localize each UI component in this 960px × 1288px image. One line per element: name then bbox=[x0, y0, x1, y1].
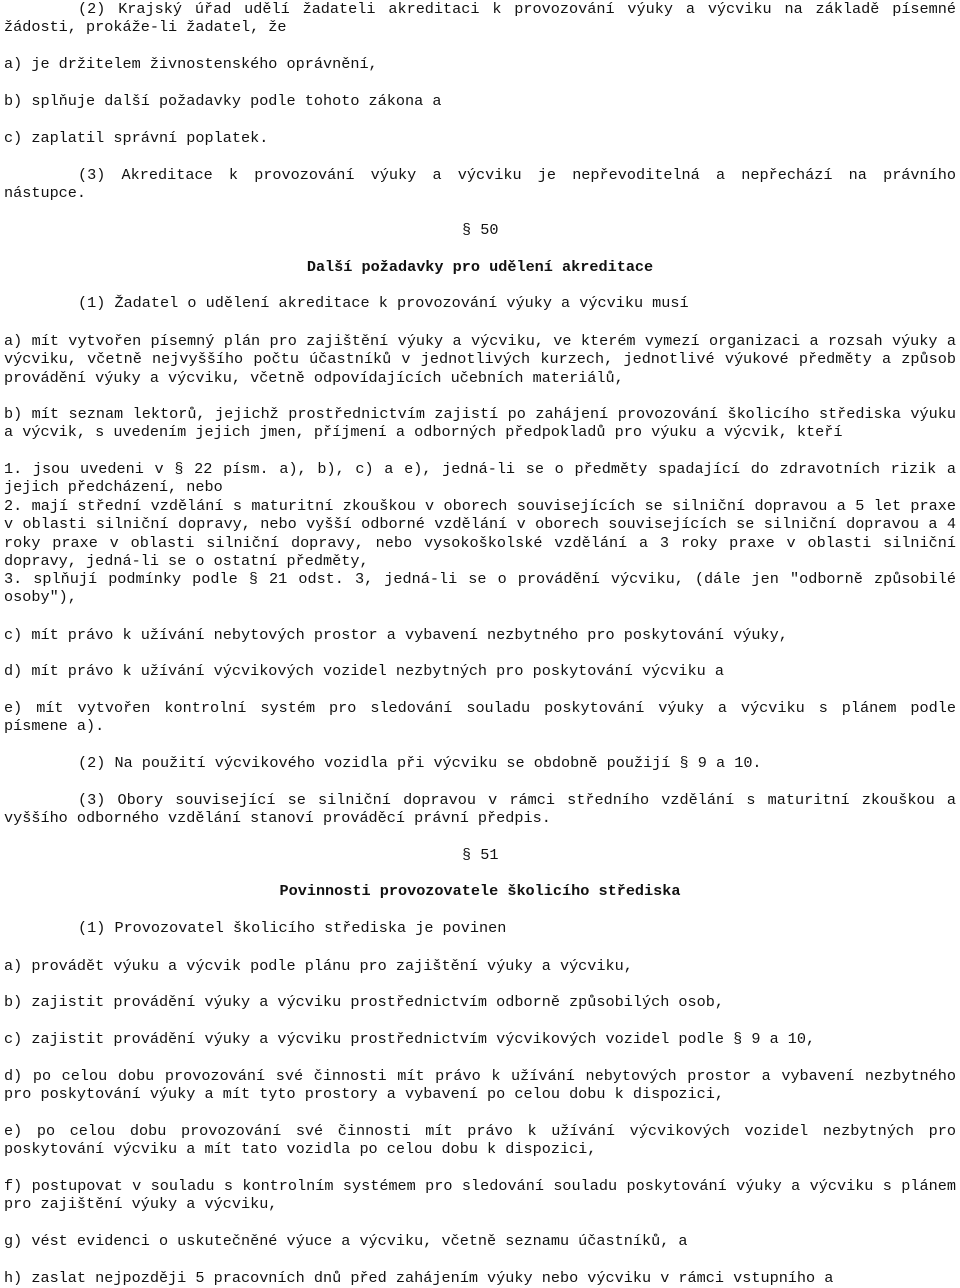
paragraph-51-1: (1) Provozovatel školicího střediska je povinen bbox=[78, 919, 507, 937]
section-heading-51: Povinnosti provozovatele školicího střediska bbox=[279, 882, 681, 900]
list-item-f: f) postupovat v souladu s kontrolním systémem pro sledování souladu poskytování výuky a výcviku s plánem pro zajištění výuky a výcviku, bbox=[4, 1177, 956, 1214]
paragraph-50-2: (2) Na použití výcvikového vozidla při výcviku se obdobně použijí § 9 a 10. bbox=[78, 754, 762, 772]
list-item-d: d) mít právo k užívání výcvikových vozidel nezbytných pro poskytování výcviku a bbox=[4, 662, 725, 680]
list-item-e: e) mít vytvořen kontrolní systém pro sledování souladu poskytování výuky a výcviku s plánem podle písmene a). bbox=[4, 699, 956, 736]
list-item-b: b) zajistit provádění výuky a výcviku prostřednictvím odborně způsobilých osob, bbox=[4, 993, 725, 1011]
list-item-b: b) mít seznam lektorů, jejichž prostřednictvím zajistí po zahájení provozování školicího střediska výuku a výcvik, s uvedením jejich jmen, příjmení a odborných předpokladů pro výuku a výcvik, kteří bbox=[4, 405, 956, 442]
section-heading-50: Další požadavky pro udělení akreditace bbox=[306, 258, 654, 276]
section-number-50: § 50 bbox=[462, 221, 499, 239]
paragraph-49-2: (2) Krajský úřad udělí žadateli akreditaci k provozování výuky a výcviku na základě písemné žádosti, prokáže-li žadatel, že bbox=[4, 0, 956, 37]
list-item-d: d) po celou dobu provozování své činnosti mít právo k užívání nebytových prostor a vybavení nezbytného pro poskytování výuky a mít tyto prostory a vybavení po celou dobu k dispozici, bbox=[4, 1067, 956, 1104]
list-item-a: a) mít vytvořen písemný plán pro zajištění výuky a výcviku, ve kterém vymezí organizaci a rozsah výuky a výcviku, včetně nejvyššího počtu účastníků v jednotlivých kurzech, jednotlivé výukové předměty a způsob provádění výuky a výcviku, včetně odpovídajících učebních materiálů, bbox=[4, 332, 956, 387]
sub-item-2: 2. mají střední vzdělání s maturitní zkouškou v oborech souvisejících se silniční dopravou a 5 let praxe v oblasti silniční dopravy, nebo vyšší odborné vzdělání v oborech souvisejících se silniční dopravou a 4 roky praxe v oblasti silniční dopravy, nebo vysokoškolské vzdělání a 3 roky praxe v oblasti silniční dopravy, jedná-li se o ostatní předměty, bbox=[4, 497, 956, 571]
list-item-e: e) po celou dobu provozování své činnosti mít právo k užívání výcvikových vozidel nezbytných pro poskytování výcviku a mít tato vozidla po celou dobu k dispozici, bbox=[4, 1122, 956, 1159]
list-item-c: c) mít právo k užívání nebytových prostor a vybavení nezbytného pro poskytování výuky, bbox=[4, 626, 788, 644]
list-item-b: b) splňuje další požadavky podle tohoto zákona a bbox=[4, 92, 442, 110]
list-item-a: a) je držitelem živnostenského oprávnění, bbox=[4, 55, 378, 73]
list-item-c: c) zaplatil správní poplatek. bbox=[4, 129, 269, 147]
paragraph-50-3: (3) Obory související se silniční dopravou v rámci středního vzdělání s maturitní zkouškou a vyššího odborného vzdělání stanoví prováděcí právní předpis. bbox=[4, 791, 956, 828]
paragraph-50-1: (1) Žadatel o udělení akreditace k provozování výuky a výcviku musí bbox=[78, 294, 689, 312]
sub-item-3: 3. splňují podmínky podle § 21 odst. 3, jedná-li se o provádění výcviku, (dále jen "odborně způsobilé osoby"), bbox=[4, 570, 956, 607]
list-item-c: c) zajistit provádění výuky a výcviku prostřednictvím výcvikových vozidel podle § 9 a 10, bbox=[4, 1030, 816, 1048]
section-number-51: § 51 bbox=[462, 846, 499, 864]
list-item-h: h) zaslat nejpozději 5 pracovních dnů před zahájením výuky nebo výcviku v rámci vstupního a bbox=[4, 1269, 834, 1287]
paragraph-49-3: (3) Akreditace k provozování výuky a výcviku je nepřevoditelná a nepřechází na právního nástupce. bbox=[4, 166, 956, 203]
list-item-g: g) vést evidenci o uskutečněné výuce a výcviku, včetně seznamu účastníků, a bbox=[4, 1232, 688, 1250]
sub-item-1: 1. jsou uvedeni v § 22 písm. a), b), c) a e), jedná-li se o předměty spadající do zdravotních rizik a jejich předcházení, nebo bbox=[4, 460, 956, 497]
list-item-a: a) provádět výuku a výcvik podle plánu pro zajištění výuky a výcviku, bbox=[4, 957, 633, 975]
